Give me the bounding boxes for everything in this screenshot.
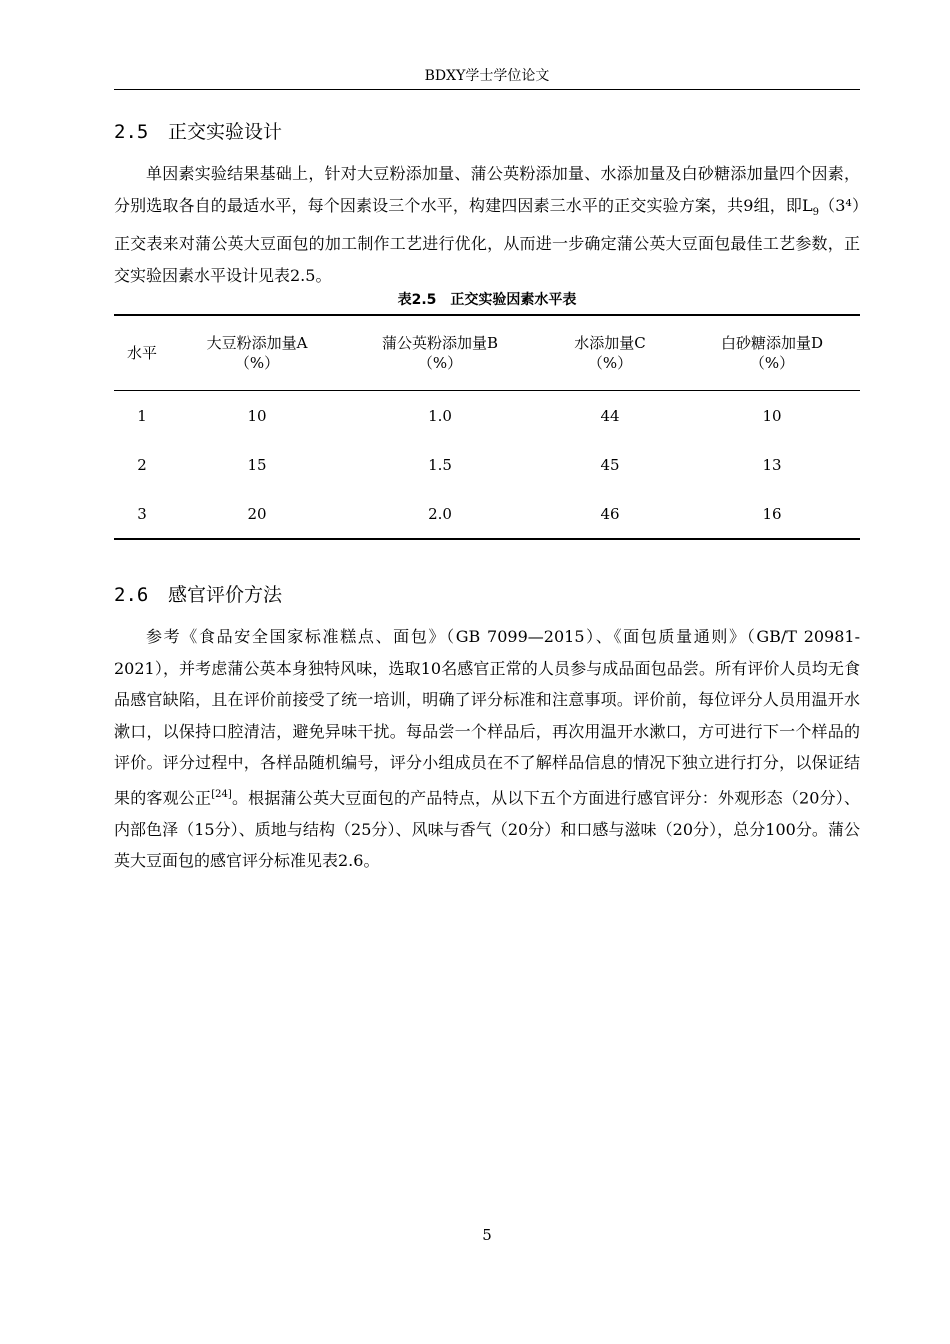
page-number: 5 <box>482 1226 492 1244</box>
table-cell: 2 <box>137 455 147 474</box>
header-factor-d: 白砂糖添加量D （%） <box>684 315 860 391</box>
table-cell: 20 <box>170 489 344 539</box>
table-cell: 1 <box>137 406 147 425</box>
header-factor-b: 蒲公英粉添加量B （%） <box>344 315 536 391</box>
paragraph-text: （3⁴）正交表来对蒲公英大豆面包的加工制作工艺进行优化，从而进一步确定蒲公英大豆面包最佳工艺参数，正交实验因素水平设计见表2.5。 <box>114 195 860 285</box>
citation: [24] <box>211 788 232 800</box>
table-cell: 16 <box>684 489 860 539</box>
table-cell: 3 <box>114 489 170 539</box>
table-row <box>114 391 860 441</box>
table-cell: 10 <box>762 406 782 425</box>
paragraph-sensory-method <box>114 621 860 877</box>
table-title: 正交实验因素水平表 <box>450 292 577 308</box>
section-number: 2.5 <box>114 121 149 143</box>
table-cell: 1.5 <box>428 455 452 474</box>
subscript: 9 <box>812 206 819 218</box>
section-heading-2-6 <box>114 581 282 609</box>
section-title: 正交实验设计 <box>168 121 283 143</box>
running-header: BDXY学士学位论文 <box>424 68 550 84</box>
factor-level-table <box>114 314 860 540</box>
table-cell: 13 <box>762 455 782 474</box>
header-factor-a: 大豆粉添加量A （%） <box>170 315 344 391</box>
paragraph-text: 参考《食品安全国家标准糕点、面包》（GB 7099—2015）、《面包质量通则》（GB/T 20981-2021），并考虑蒲公英本身独特风味，选取10名感官正常的人员参与成品面包品尝。所有评价人员均无食品感官缺陷，且在评价前接受了统一培训，明确了评分标准和注意事项。评价前，每位评分人员用温开水漱口，以保持口腔清洁，避免异味干扰。每品尝一个样品后，再次用温开水漱口，方可进行下一个样品的评价。评分过程中，各样品随机编号，评分小组成员在不了解样品信息的情况下独立进行打分，以保证结果的客观公正 <box>114 627 860 808</box>
paragraph-text: 。根据蒲公英大豆面包的产品特点，从以下五个方面进行感官评分：外观形态（20分）、内部色泽（15分）、质地与结构（25分）、风味与香气（20分）和口感与滋味（20分），总分100分。蒲公英大豆面包的感官评分标准见表2.6。 <box>114 788 860 871</box>
header-level: 水平 <box>114 315 170 391</box>
table-cell: 44 <box>600 406 620 425</box>
table-row <box>114 489 860 539</box>
table-cell: 2.0 <box>344 489 536 539</box>
section-number: 2.6 <box>114 584 149 606</box>
table-cell: 45 <box>600 455 620 474</box>
paragraph-orthogonal-design <box>114 158 860 292</box>
paragraph-text: 单因素实验结果基础上，针对大豆粉添加量、蒲公英粉添加量、水添加量及白砂糖添加量四个因素，分别选取各自的最适水平，每个因素设三个水平，构建四因素三水平的正交实验方案，共9组，即L <box>114 164 860 215</box>
table-cell: 1.0 <box>428 406 452 425</box>
table-header-row <box>114 315 860 391</box>
table-number: 表2.5 <box>397 292 437 308</box>
section-heading-2-5 <box>114 118 282 146</box>
table-cell: 10 <box>247 406 267 425</box>
header-rule <box>114 89 860 90</box>
table-cell: 15 <box>247 455 267 474</box>
table-row <box>114 440 860 489</box>
table-caption <box>114 288 860 312</box>
section-title: 感官评价方法 <box>168 584 283 606</box>
table-cell: 46 <box>536 489 684 539</box>
header-factor-c: 水添加量C （%） <box>536 315 684 391</box>
